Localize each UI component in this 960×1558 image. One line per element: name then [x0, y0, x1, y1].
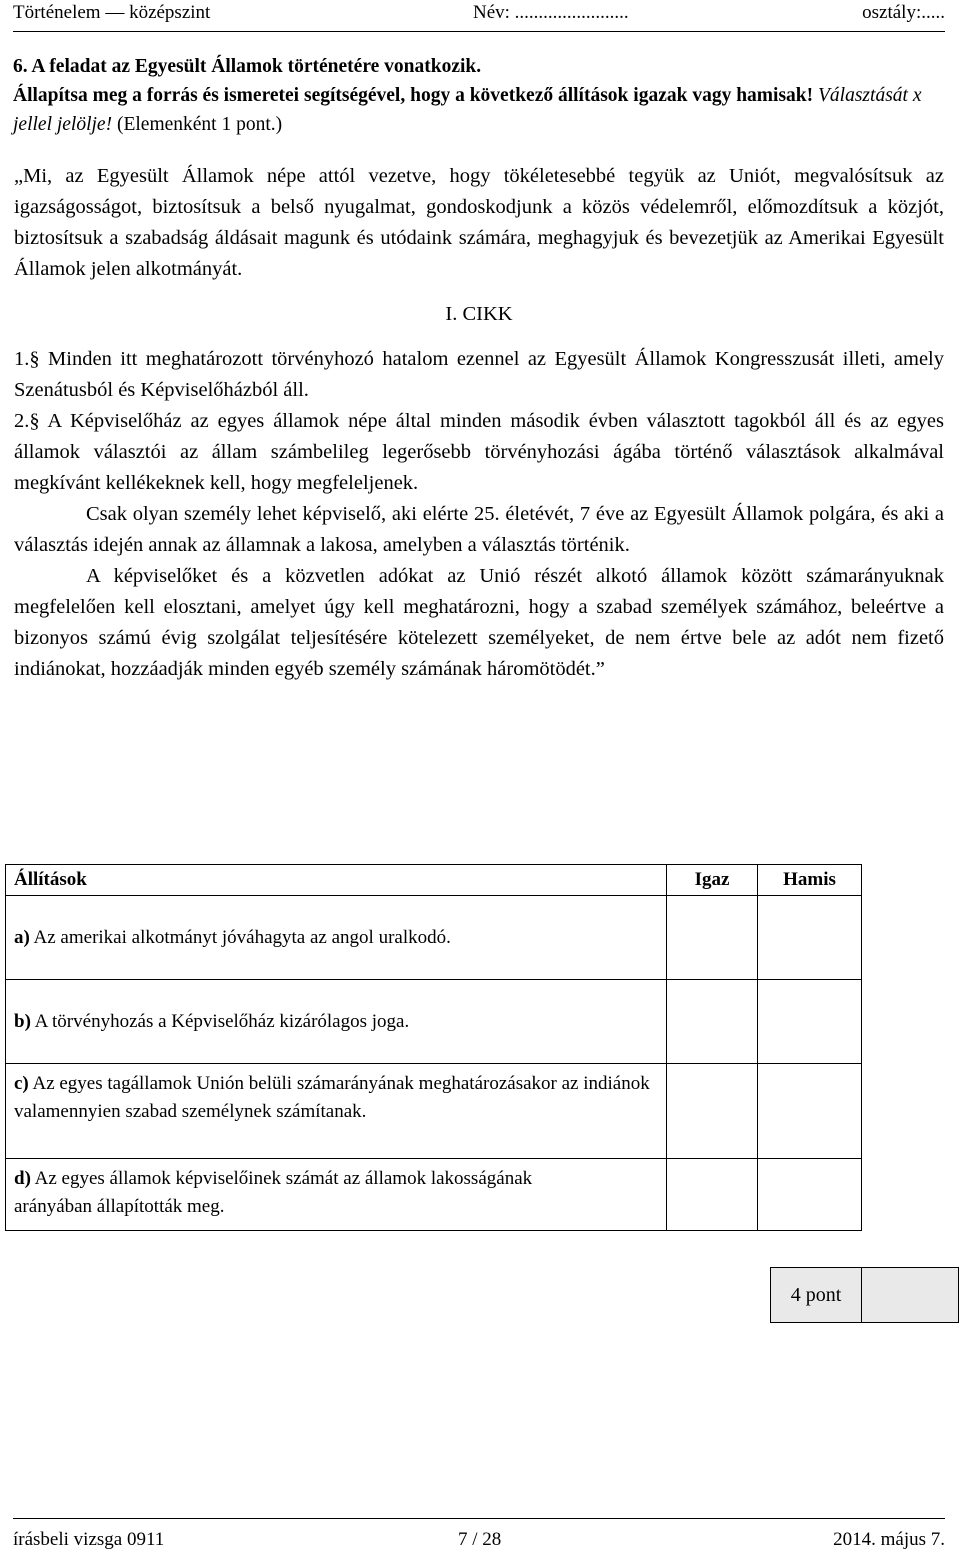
- statement-a: [6, 896, 667, 980]
- subject-label: Történelem — középszint: [13, 2, 211, 23]
- task-question: Állapítsa meg a forrás és ismeretei segítségével, hogy a következő állítások igazak vagy hamisak!: [13, 85, 814, 106]
- page-number: 7 / 28: [458, 1529, 502, 1550]
- statement-d: [6, 1159, 667, 1231]
- answer-true-b[interactable]: [667, 980, 758, 1064]
- name-field: Név: ........................: [473, 2, 629, 23]
- header-rule: [13, 31, 945, 32]
- answer-false-b[interactable]: [758, 980, 862, 1064]
- score-entry[interactable]: [862, 1268, 958, 1322]
- quote-preamble: „Mi, az Egyesült Államok népe attól vezetve, hogy tökéletesebbé tegyük az Uniót, megvalósítsuk az igazságosságot, biztosítsuk a belső nyugalmat, gondoskodjunk a közös védelemről, előmozdítsuk a közjót, biztosítsuk a szabadság áldásait magunk és utódaink számára, meghagyjuk és bevezetjük az Amerikai Egyesült Államok jelen alkotmányát.: [14, 165, 944, 280]
- table-row: [6, 1064, 862, 1159]
- page-footer: [13, 1518, 945, 1549]
- statement-text: Az egyes államok képviselőinek számát az államok lakosságának arányában állapították meg.: [14, 1168, 533, 1217]
- article-title: I. CIKK: [445, 303, 513, 325]
- statement-c: [6, 1064, 667, 1159]
- table-header-row: [6, 865, 862, 896]
- header-false: Hamis: [758, 865, 862, 896]
- answer-false-a[interactable]: [758, 896, 862, 980]
- statement-text: Az amerikai alkotmányt jóváhagyta az angol uralkodó.: [33, 926, 451, 948]
- exam-code: írásbeli vizsga 0911: [13, 1529, 165, 1550]
- answer-false-c[interactable]: [758, 1064, 862, 1159]
- statement-text: Az egyes tagállamok Unión belüli számarányának meghatározásakor az indiánok valamennyien szabad személynek számítanak.: [14, 1073, 650, 1122]
- statement-label: a): [14, 926, 30, 948]
- section-1: 1.§ Minden itt meghatározott törvényhozó hatalom ezennel az Egyesült Államok Kongresszusát illeti, amely Szenátusból és Képviselőházból áll.: [14, 348, 944, 401]
- table-row: [6, 896, 862, 980]
- page-header: [13, 0, 945, 36]
- source-quote: [14, 161, 944, 685]
- task-instructions: [13, 52, 945, 139]
- table-row: [6, 1159, 862, 1231]
- statement-label: d): [14, 1168, 31, 1189]
- header-statements: Állítások: [6, 865, 667, 896]
- section-2: 2.§ A Képviselőház az egyes államok népe által minden második évben választott tagokból áll és az egyes államok választói az állam számbelileg legerősebb törvényhozási ágába történő választások alkalmával megkívánt kellékeknek kell, hogy megfeleljenek.: [14, 410, 944, 494]
- score-label: 4 pont: [771, 1268, 862, 1322]
- exam-date: 2014. május 7.: [833, 1529, 945, 1550]
- answer-true-c[interactable]: [667, 1064, 758, 1159]
- section-2-paragraph-2: Csak olyan személy lehet képviselő, aki elérte 25. életévét, 7 éve az Egyesült Államok polgára, és aki a választás idején annak az államnak a lakosa, amelyben a választás történik.: [14, 503, 944, 556]
- statement-label: c): [14, 1073, 29, 1094]
- class-field: osztály:.....: [862, 2, 945, 23]
- score-box: [770, 1267, 959, 1323]
- answer-true-a[interactable]: [667, 896, 758, 980]
- statements-table: [5, 864, 862, 1231]
- task-title: 6. A feladat az Egyesült Államok történetére vonatkozik.: [13, 56, 482, 77]
- table-row: [6, 980, 862, 1064]
- section-2-paragraph-3: A képviselőket és a közvetlen adókat az Unió részét alkotó államok között számarányuknak megfelelően kell elosztani, amelyet úgy kell meghatározni, hogy a szabad személyek számához, beleértve a bizonyos számú évig szolgálat teljesítésére kötelezett személyeket, de nem értve bele az adót nem fizető indiánokat, hozzáadják minden egyéb személy számának háromötödét.”: [14, 565, 944, 680]
- answer-false-d[interactable]: [758, 1159, 862, 1231]
- task-points-note: (Elemenként 1 pont.): [116, 114, 283, 135]
- answer-true-d[interactable]: [667, 1159, 758, 1231]
- statement-label: b): [14, 1010, 31, 1032]
- header-true: Igaz: [667, 865, 758, 896]
- task-instruction: Választását x jellel jelölje!: [13, 85, 922, 135]
- statement-b: [6, 980, 667, 1064]
- statement-text: A törvényhozás a Képviselőház kizárólagos joga.: [34, 1010, 410, 1032]
